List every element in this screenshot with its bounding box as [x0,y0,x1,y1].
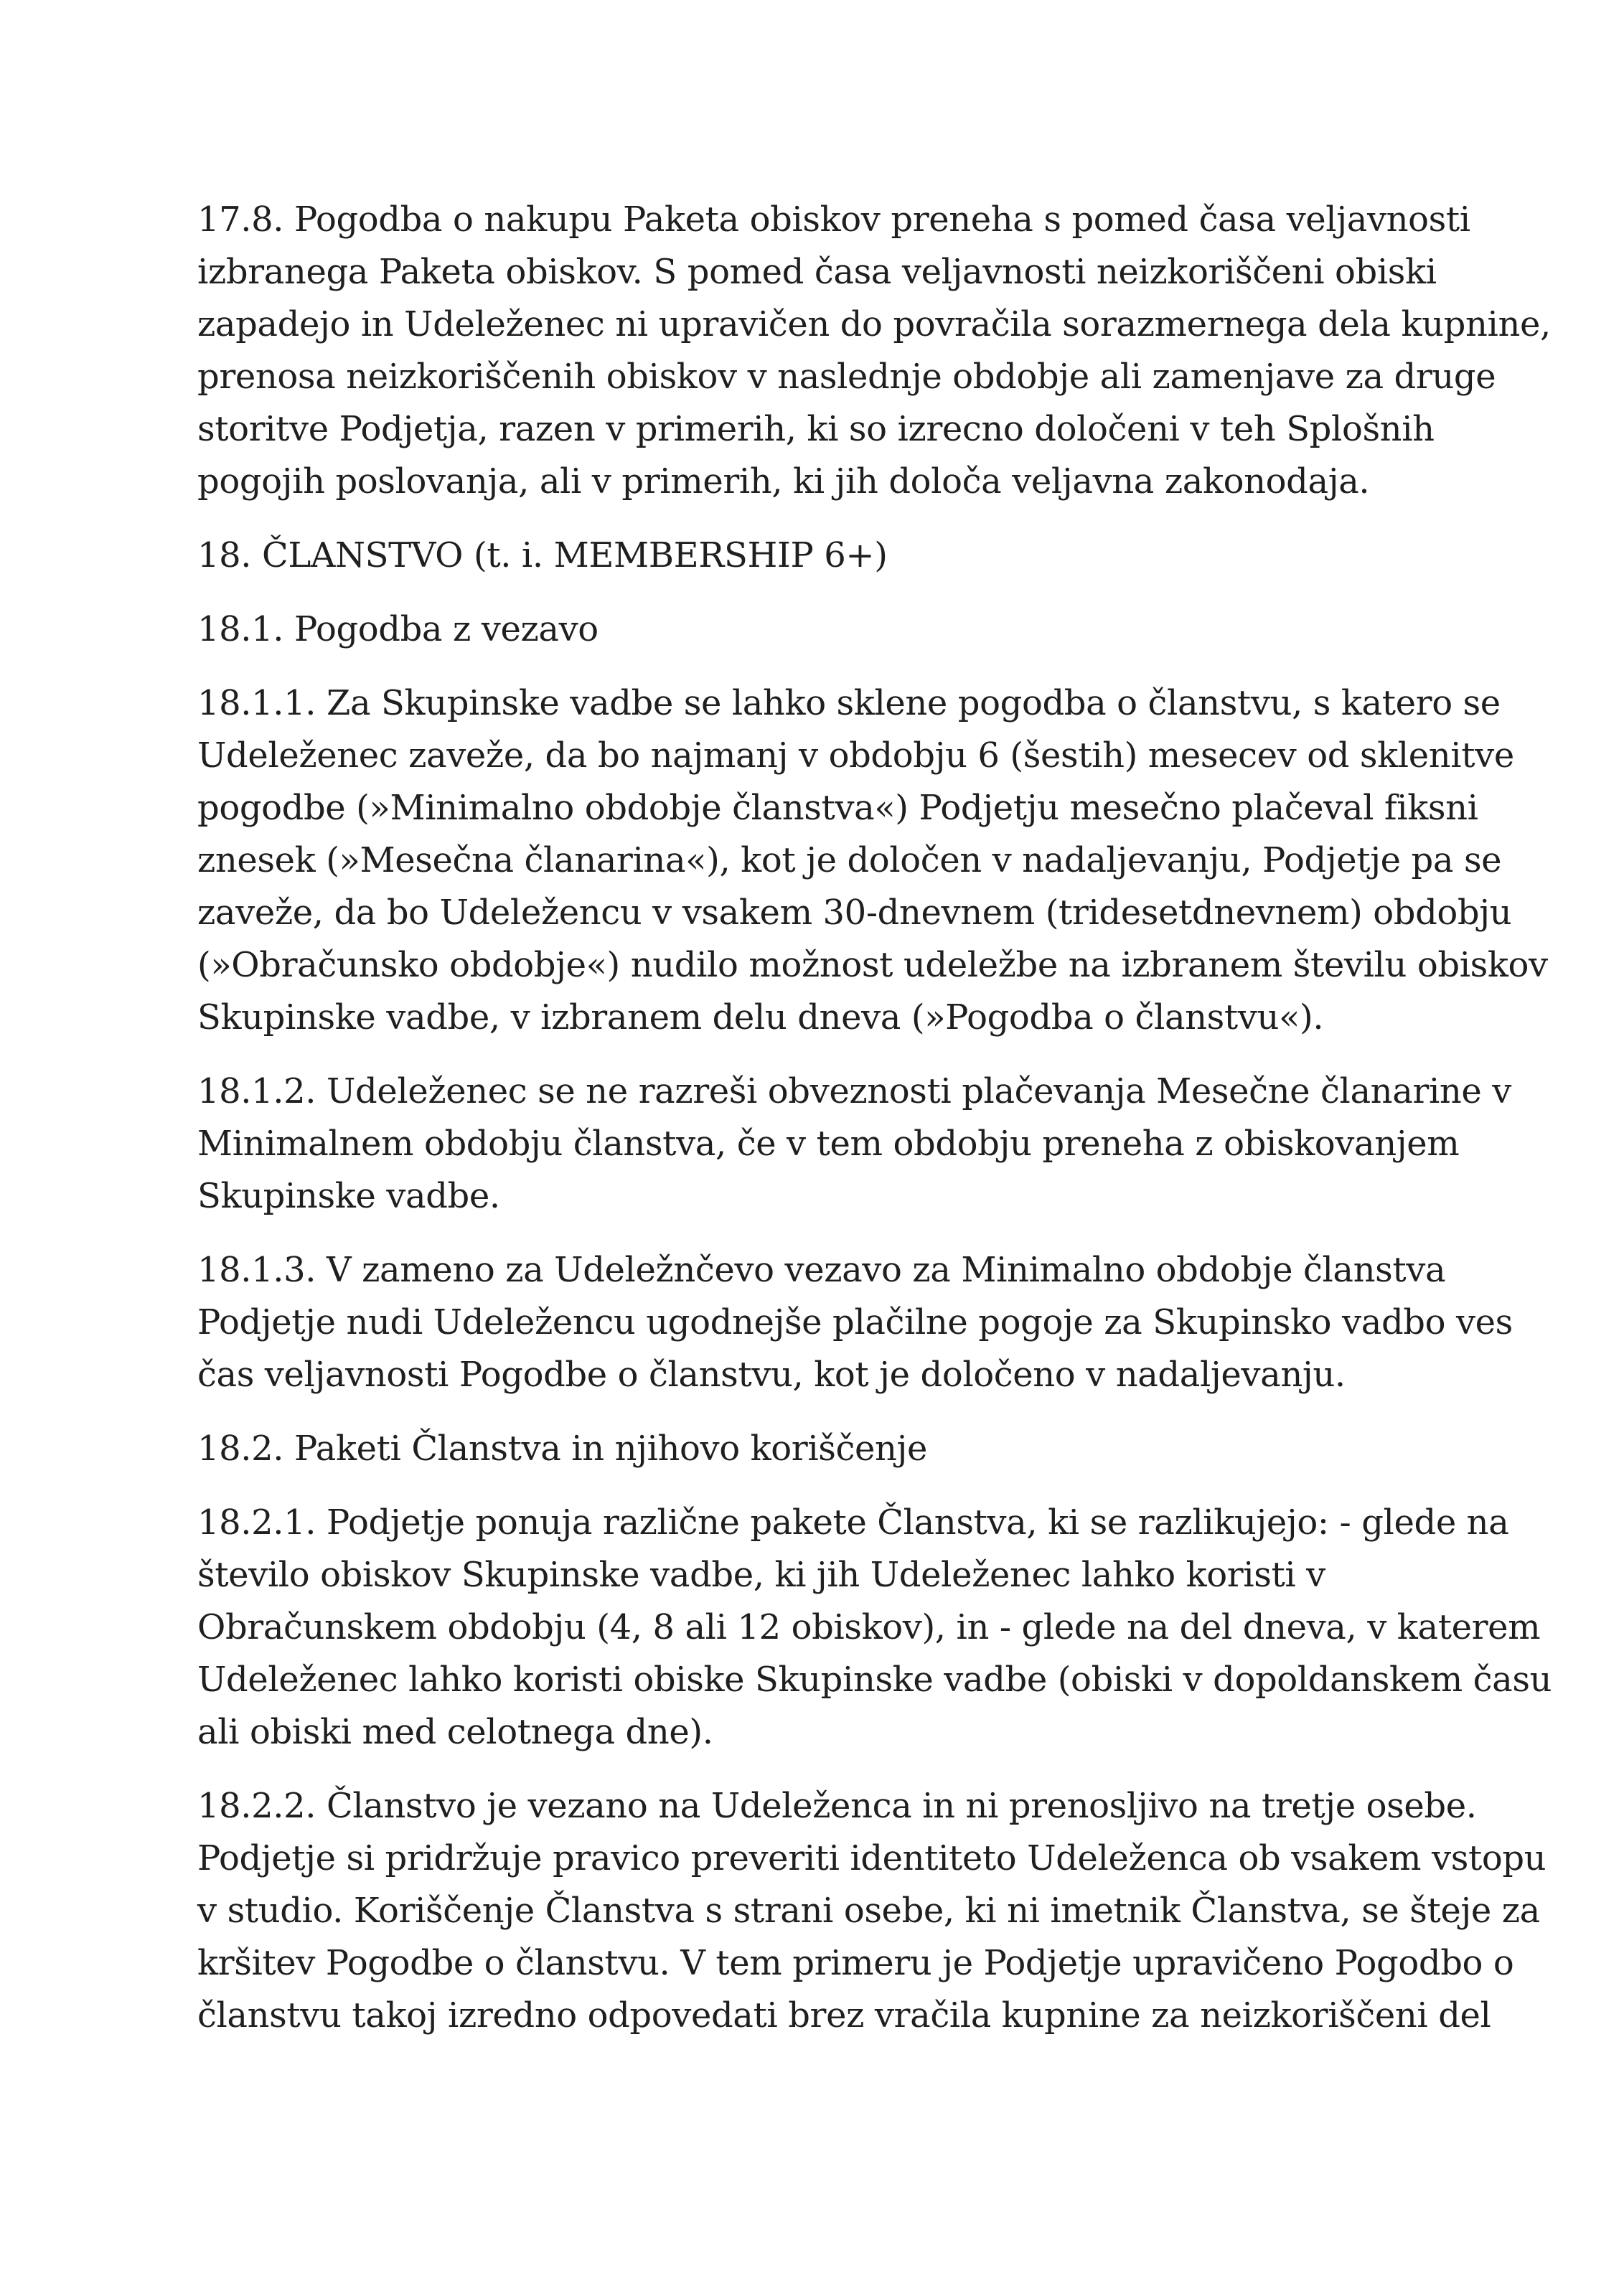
text-line: čas veljavnosti Pogodbe o članstvu, kot je določeno v nadaljevanju. [197,1355,1346,1395]
paragraph-p-18-1-3 [197,1244,1513,1401]
text-line: zaveže, da bo Udeležencu v vsakem 30-dnevnem (tridesetdnevnem) obdobju [197,893,1512,933]
paragraph-p-18-2-2 [197,1780,1546,2042]
text-line: 18.1.3. V zameno za Udeležnčevo vezavo za Minimalno obdobje članstva [197,1250,1446,1290]
text-line: izbranega Paketa obiskov. S pomed časa veljavnosti neizkoriščeni obiski [197,252,1437,292]
text-line: Udeleženec lahko koristi obiske Skupinske vadbe (obiski v dopoldanskem času [197,1660,1552,1700]
text-line: 18.2.1. Podjetje ponuja različne pakete Članstva, ki se razlikujejo: - glede na [197,1502,1509,1543]
paragraph-p-18-2-1 [197,1497,1552,1759]
text-line: znesek (»Mesečna članarina«), kot je določen v nadaljevanju, Podjetje pa se [197,840,1502,880]
text-line: članstvu takoj izredno odpovedati brez vračila kupnine za neizkoriščeni del [197,1995,1491,2036]
text-line: kršitev Pogodbe o članstvu. V tem primeru je Podjetje upravičeno Pogodbo o [197,1943,1514,1983]
paragraph-p-18-1-1 [197,677,1548,1044]
text-line: 18.1.1. Za Skupinske vadbe se lahko sklene pogodba o članstvu, s katero se [197,683,1501,723]
paragraph-p-18-1-2 [197,1065,1512,1223]
text-line: Podjetje nudi Udeležencu ugodnejše plačilne pogoje za Skupinsko vadbo ves [197,1302,1513,1342]
text-line: 18.2.2. Članstvo je vezano na Udeleženca in ni prenosljivo na tretje osebe. [197,1786,1477,1826]
text-line: pogodbe (»Minimalno obdobje članstva«) Podjetju mesečno plačeval fiksni [197,788,1478,828]
text-line: prenosa neizkoriščenih obiskov v naslednje obdobje ali zamenjave za druge [197,357,1496,397]
text-line: storitve Podjetja, razen v primerih, ki so izrecno določeni v teh Splošnih [197,409,1435,449]
text-line: Skupinske vadbe, v izbranem delu dneva (»Pogodba o članstvu«). [197,997,1324,1038]
text-line: Minimalnem obdobju članstva, če v tem obdobju preneha z obiskovanjem [197,1124,1460,1164]
text-line: 17.8. Pogodba o nakupu Paketa obiskov preneha s pomed časa veljavnosti [197,199,1470,240]
text-line: Podjetje si pridržuje pravico preveriti identiteto Udeleženca ob vsakem vstopu [197,1838,1546,1878]
text-line: 18.1. Pogodba z vezavo [197,609,599,649]
text-line: ali obiski med celotnega dne). [197,1712,713,1752]
document-body [197,194,1552,2064]
text-line: Obračunskem obdobju (4, 8 ali 12 obiskov), in - glede na del dneva, v katerem [197,1607,1541,1647]
text-line: 18. ČLANSTVO (t. i. MEMBERSHIP 6+) [197,535,888,575]
text-line: Skupinske vadbe. [197,1176,500,1216]
paragraph-h-18 [197,530,1446,582]
text-line: 18.2. Paketi Članstva in njihovo koriščenje [197,1429,928,1469]
paragraph-p-17-8 [197,194,1551,508]
text-line: število obiskov Skupinske vadbe, ki jih Udeleženec lahko koristi v [197,1555,1325,1595]
text-line: (»Obračunsko obdobje«) nudilo možnost udeležbe na izbranem številu obiskov [197,945,1548,985]
text-line: v studio. Koriščenje Članstva s strani osebe, ki ni imetnik Članstva, se šteje za [197,1891,1540,1931]
text-line: zapadejo in Udeleženec ni upravičen do povračila sorazmernega dela kupnine, [197,304,1551,344]
text-line: Udeleženec zaveže, da bo najmanj v obdobju 6 (šestih) mesecev od sklenitve [197,735,1514,776]
text-line: pogojih poslovanja, ali v primerih, ki jih določa veljavna zakonodaja. [197,461,1370,502]
paragraph-h-18-2 [197,1423,1446,1475]
text-line: 18.1.2. Udeleženec se ne razreši obveznosti plačevanja Mesečne članarine v [197,1071,1512,1111]
paragraph-h-18-1 [197,603,1446,656]
